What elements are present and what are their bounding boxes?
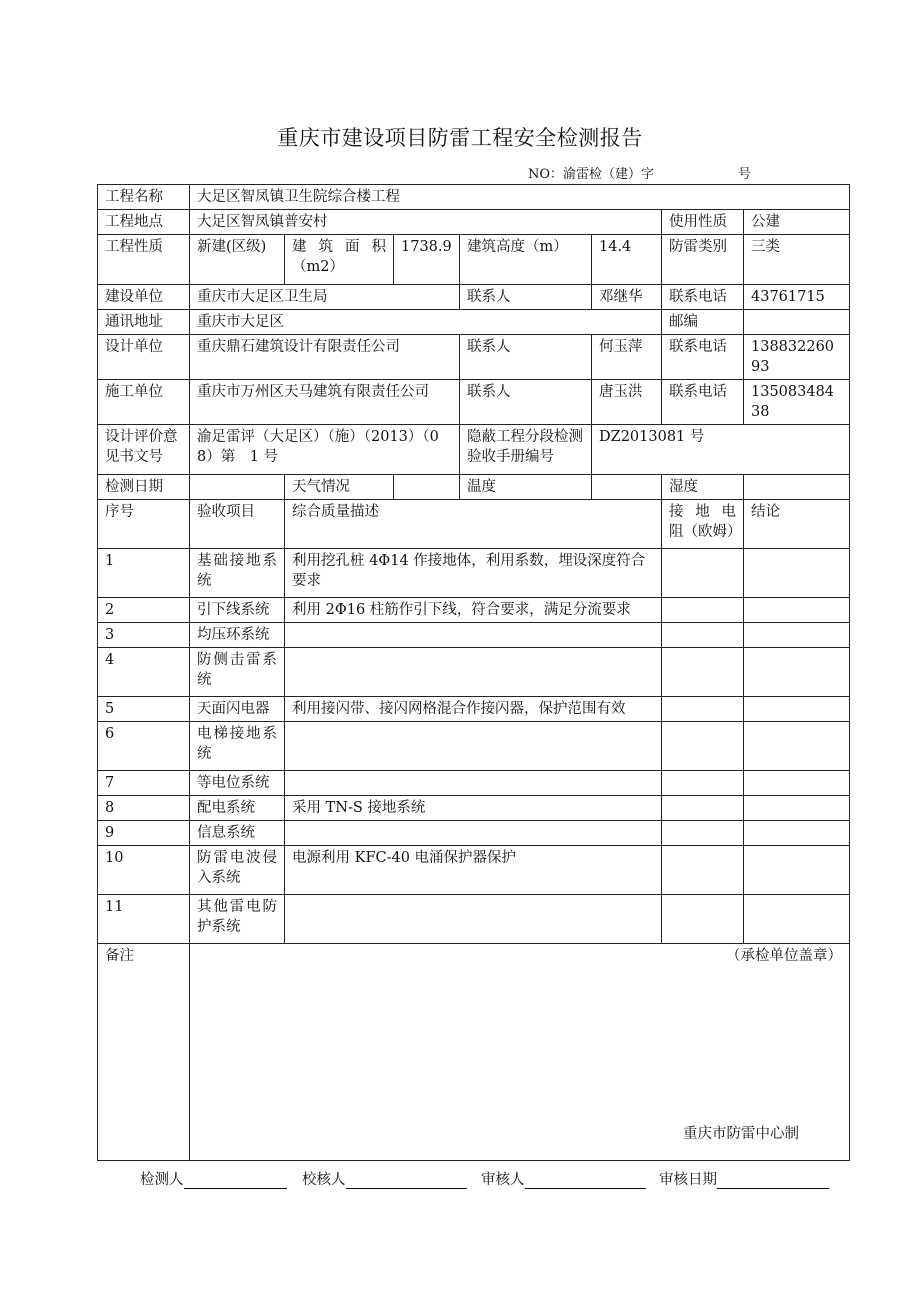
value-building-height: 14.4 <box>592 235 662 285</box>
item-conclusion <box>744 549 850 598</box>
value-temperature <box>592 475 662 500</box>
report-title: 重庆市建设项目防雷工程安全检测报告 <box>277 126 643 150</box>
item-description: 电源利用 KFC-40 电涌保护器保护 <box>285 846 662 895</box>
value-building-area: 1738.9 <box>394 235 460 285</box>
item-name: 电梯接地系统 <box>190 722 285 771</box>
item-description: 利用挖孔桩 4Φ14 作接地体，利用系数，埋设深度符合要求 <box>285 549 662 598</box>
item-seq: 1 <box>98 549 190 598</box>
signature-review-date <box>659 1168 829 1189</box>
item-name: 等电位系统 <box>190 771 285 796</box>
signature-checker-blank <box>346 1171 467 1189</box>
value-project-name: 大足区智凤镇卫生院综合楼工程 <box>190 185 850 210</box>
label-usage: 使用性质 <box>662 210 744 235</box>
item-resistance <box>662 598 744 623</box>
report-number-suffix: 号 <box>738 167 752 182</box>
value-address: 重庆市大足区 <box>190 310 662 335</box>
value-builder-phone: 13508348438 <box>744 380 850 425</box>
label-address: 通讯地址 <box>98 310 190 335</box>
item-conclusion <box>744 846 850 895</box>
item-description: 利用接闪带、接闪网格混合作接闪器，保护范围有效 <box>285 697 662 722</box>
item-description <box>285 821 662 846</box>
item-seq: 8 <box>98 796 190 821</box>
value-design-review-doc: 渝足雷评（大足区）（施）（2013）（08）第 1 号 <box>190 425 460 475</box>
label-builder-contact: 联系人 <box>460 380 592 425</box>
label-design-phone: 联系电话 <box>662 335 744 380</box>
row-project-location <box>98 210 850 235</box>
table-row <box>98 846 850 895</box>
table-row <box>98 549 850 598</box>
signature-reviewer-label: 审核人 <box>481 1172 525 1188</box>
item-resistance <box>662 821 744 846</box>
label-building-height: 建筑高度（m） <box>460 235 592 285</box>
value-project-location: 大足区智凤镇普安村 <box>190 210 662 235</box>
signature-inspector-blank <box>184 1171 287 1189</box>
value-builder-unit: 重庆市万州区天马建筑有限责任公司 <box>190 380 460 425</box>
value-design-phone: 13883226093 <box>744 335 850 380</box>
item-description: 利用 2Φ16 柱筋作引下线，符合要求，满足分流要求 <box>285 598 662 623</box>
item-name: 防雷电波侵入系统 <box>190 846 285 895</box>
item-name: 引下线系统 <box>190 598 285 623</box>
label-design-unit: 设计单位 <box>98 335 190 380</box>
footer-organization: 重庆市防雷中心制 <box>683 1126 799 1142</box>
value-design-contact: 何玉萍 <box>592 335 662 380</box>
item-conclusion <box>744 771 850 796</box>
label-design-review-doc: 设计评价意见书文号 <box>98 425 190 475</box>
signature-checker <box>302 1168 467 1189</box>
table-row <box>98 821 850 846</box>
row-project-name <box>98 185 850 210</box>
item-conclusion <box>744 598 850 623</box>
item-name: 防侧击雷系统 <box>190 648 285 697</box>
row-design-review <box>98 425 850 475</box>
label-project-nature: 工程性质 <box>98 235 190 285</box>
signature-reviewer <box>481 1168 646 1189</box>
item-seq: 7 <box>98 771 190 796</box>
signature-checker-label: 校核人 <box>302 1172 346 1188</box>
signature-review-date-blank <box>717 1171 829 1189</box>
label-building-area: 建 筑 面 积（m2） <box>285 235 394 285</box>
table-row <box>98 796 850 821</box>
item-name: 天面闪电器 <box>190 697 285 722</box>
item-description: 采用 TN-S 接地系统 <box>285 796 662 821</box>
label-construction-contact: 联系人 <box>460 285 592 310</box>
item-resistance <box>662 648 744 697</box>
item-resistance <box>662 895 744 944</box>
item-conclusion <box>744 648 850 697</box>
item-seq: 3 <box>98 623 190 648</box>
label-humidity: 湿度 <box>662 475 744 500</box>
item-conclusion <box>744 796 850 821</box>
table-row <box>98 648 850 697</box>
item-name: 配电系统 <box>190 796 285 821</box>
item-name: 均压环系统 <box>190 623 285 648</box>
row-test-conditions <box>98 475 850 500</box>
signature-inspector-label: 检测人 <box>140 1172 184 1188</box>
item-resistance <box>662 697 744 722</box>
item-seq: 10 <box>98 846 190 895</box>
item-seq: 5 <box>98 697 190 722</box>
label-weather: 天气情况 <box>285 475 394 500</box>
header-description: 综合质量描述 <box>285 500 662 549</box>
label-postcode: 邮编 <box>662 310 744 335</box>
value-weather <box>394 475 460 500</box>
table-row <box>98 623 850 648</box>
table-row <box>98 697 850 722</box>
item-seq: 2 <box>98 598 190 623</box>
item-description <box>285 895 662 944</box>
label-builder-phone: 联系电话 <box>662 380 744 425</box>
table-row <box>98 895 850 944</box>
item-seq: 9 <box>98 821 190 846</box>
value-hidden-works-manual: DZ2013081 号 <box>592 425 850 475</box>
header-seq: 序号 <box>98 500 190 549</box>
item-resistance <box>662 623 744 648</box>
remarks-stamp: （承检单位盖章） <box>190 944 850 1161</box>
item-resistance <box>662 846 744 895</box>
value-project-nature: 新建(区级) <box>190 235 285 285</box>
label-construction-unit: 建设单位 <box>98 285 190 310</box>
label-design-contact: 联系人 <box>460 335 592 380</box>
table-row <box>98 598 850 623</box>
item-name: 其他雷电防护系统 <box>190 895 285 944</box>
label-temperature: 温度 <box>460 475 592 500</box>
value-construction-phone: 43761715 <box>744 285 850 310</box>
item-conclusion <box>744 623 850 648</box>
row-project-nature <box>98 235 850 285</box>
label-test-date: 检测日期 <box>98 475 190 500</box>
value-humidity <box>744 475 850 500</box>
item-description <box>285 722 662 771</box>
item-resistance <box>662 549 744 598</box>
value-test-date <box>190 475 285 500</box>
value-design-unit: 重庆鼎石建筑设计有限责任公司 <box>190 335 460 380</box>
item-seq: 4 <box>98 648 190 697</box>
item-description <box>285 771 662 796</box>
signature-review-date-label: 审核日期 <box>659 1172 717 1188</box>
value-postcode <box>744 310 850 335</box>
item-resistance <box>662 796 744 821</box>
item-seq: 6 <box>98 722 190 771</box>
label-hidden-works-manual: 隐蔽工程分段检测验收手册编号 <box>460 425 592 475</box>
item-name: 基础接地系统 <box>190 549 285 598</box>
row-design-unit <box>98 335 850 380</box>
label-project-name: 工程名称 <box>98 185 190 210</box>
signature-inspector <box>140 1168 287 1189</box>
item-name: 信息系统 <box>190 821 285 846</box>
value-lightning-class: 三类 <box>744 235 850 285</box>
table-row <box>98 771 850 796</box>
item-conclusion <box>744 895 850 944</box>
item-description <box>285 648 662 697</box>
item-seq: 11 <box>98 895 190 944</box>
label-remarks: 备注 <box>98 944 190 1161</box>
item-description <box>285 623 662 648</box>
label-project-location: 工程地点 <box>98 210 190 235</box>
item-conclusion <box>744 821 850 846</box>
header-conclusion: 结论 <box>744 500 850 549</box>
report-number <box>528 163 752 182</box>
label-lightning-class: 防雷类别 <box>662 235 744 285</box>
header-resistance: 接 地 电 阻（欧姆） <box>662 500 744 549</box>
item-conclusion <box>744 697 850 722</box>
signature-reviewer-blank <box>525 1171 646 1189</box>
header-item: 验收项目 <box>190 500 285 549</box>
row-address <box>98 310 850 335</box>
item-resistance <box>662 722 744 771</box>
value-construction-contact: 邓继华 <box>592 285 662 310</box>
value-builder-contact: 唐玉洪 <box>592 380 662 425</box>
item-resistance <box>662 771 744 796</box>
label-builder-unit: 施工单位 <box>98 380 190 425</box>
value-usage: 公建 <box>744 210 850 235</box>
label-construction-phone: 联系电话 <box>662 285 744 310</box>
report-table <box>97 184 850 1161</box>
row-items-header <box>98 500 850 549</box>
item-conclusion <box>744 722 850 771</box>
table-row <box>98 722 850 771</box>
report-number-label: NO：渝雷检（建）字 <box>528 167 655 182</box>
row-builder-unit <box>98 380 850 425</box>
value-construction-unit: 重庆市大足区卫生局 <box>190 285 460 310</box>
row-construction-unit <box>98 285 850 310</box>
